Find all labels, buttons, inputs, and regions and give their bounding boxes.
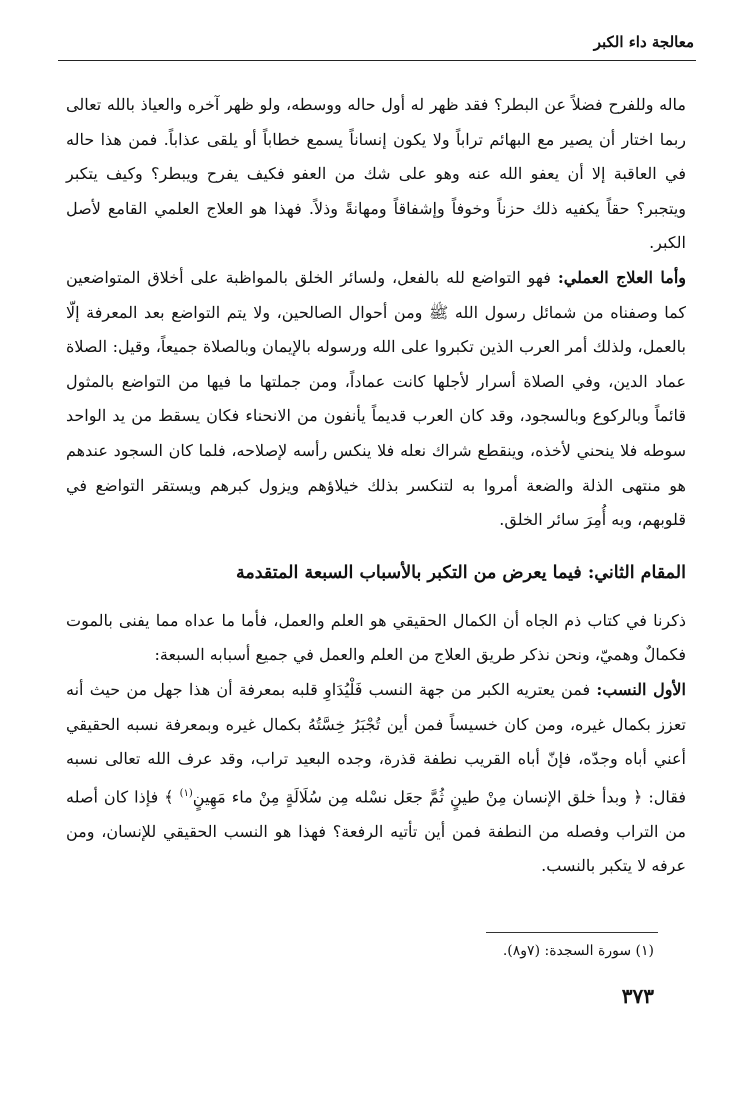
first-cause-text: فمن يعتريه الكبر من جهة النسب فَلْيُدَاوِ قلبه بمعرفة أن هذا جهل من حيث أنه تعزز بكمال غيره، ومن كان خسيساً فمن أين تُجْبَرُ خِسَّتُهُ بكمال غيره وبمعرفة نسبه الحقيقي أعني أباه وجدّه، فإنّ أباه القريب نطفة قذرة، وجده البعيد تراب، وقد عرف الله تعالى نسبه فقال: ﴿ وبدأ خلق الإنسان مِنْ طينٍ ثُمَّ جعَل نسْله مِن سُلَالَةٍ مِنْ ماء مَهِينٍ — [66, 679, 686, 807]
footnote: (١) سورة السجدة: (٧و٨). — [502, 943, 654, 959]
section-spacer — [66, 538, 686, 556]
first-cause-label: الأول النسب: — [596, 679, 687, 699]
section-spacer — [66, 590, 686, 604]
header-rule — [58, 60, 696, 61]
paragraph-practical-treatment — [66, 261, 686, 538]
practical-treatment-text: فهو التواضع لله بالفعل، ولسائر الخلق بالمواظبة على أخلاق المتواضعين كما وصفناه من شمائل رسول الله ﷺ ومن أحوال الصالحين، ولا يتم التواضع بعد المعرفة إلّا بالعمل، ولذلك أمر العرب الذين تكبروا على الله ورسوله بالإيمان وبالصلاة جميعاً، وقيل: الصلاة عماد الدين، وفي الصلاة أسرار لأجلها كانت عماداً، ومن جملتها ما فيها من التواضع بالمثول قائماً وبالركوع وبالسجود، وقد كان العرب قديماً يأنفون من الانحناء فكان يسقط من يد الواحد سوطه فلا ينحني لأخذه، وينقطع شراك نعله فلا ينكس رأسه لإصلاحه، فلما كان السجود عندهم هو منتهى الذلة والضعة أمروا به لتنكسر بذلك خيلاؤهم ويزول كبرهم ويستقر التواضع في قلوبهم، وبه أُمِرَ سائر الخلق. — [66, 267, 686, 530]
footnote-rule — [486, 932, 658, 933]
paragraph-intro: ماله وللفرح فضلاً عن البطر؟ فقد ظهر له أول حاله ووسطه، ولو ظهر آخره والعياذ بالله تعالى ربما اختار أن يصير مع البهائم تراباً ولا يكون إنساناً يسمع خطاباً أو يلقى عذاباً. فمن هذا حاله في العاقبة إلا أن يعفو الله عنه وهو على شك من العفو فكيف يفرح ويبطر؟ وكيف يتكبر ويتجبر؟ حقاً يكفيه ذلك حزناً وخوفاً وإشفاقاً ومهانةً وذلاً. فهذا هو العلاج العلمي القامع لأصل الكبر. — [66, 95, 686, 253]
page-number: ٣٧٣ — [621, 984, 654, 1008]
page-body — [66, 88, 686, 884]
running-header-title: معالجة داء الكبر — [593, 33, 694, 51]
footnote-marker: (١) — [179, 787, 193, 799]
first-cause-tail: ﴾ فإذا كان أصله من التراب وفصله من النطفة فمن أين تأتيه الرفعة؟ فهذا هو النسب الحقيقي للإنسان، ومن عرفه لا يتكبر بالنسب. — [66, 787, 686, 876]
paragraph-section-intro: ذكرنا في كتاب ذم الجاه أن الكمال الحقيقي هو العلم والعمل، فأما ما عداه مما يفنى بالموت فكمالٌ وهميّ، ونحن نذكر طريق العلاج من العلم والعمل في جميع أسبابه السبعة: — [66, 610, 686, 665]
paragraph-first-cause-lineage — [66, 673, 686, 884]
section-heading: المقام الثاني: فيما يعرض من التكبر بالأسباب السبعة المتقدمة — [235, 562, 686, 583]
practical-treatment-label: وأما العلاج العملي: — [557, 267, 686, 287]
